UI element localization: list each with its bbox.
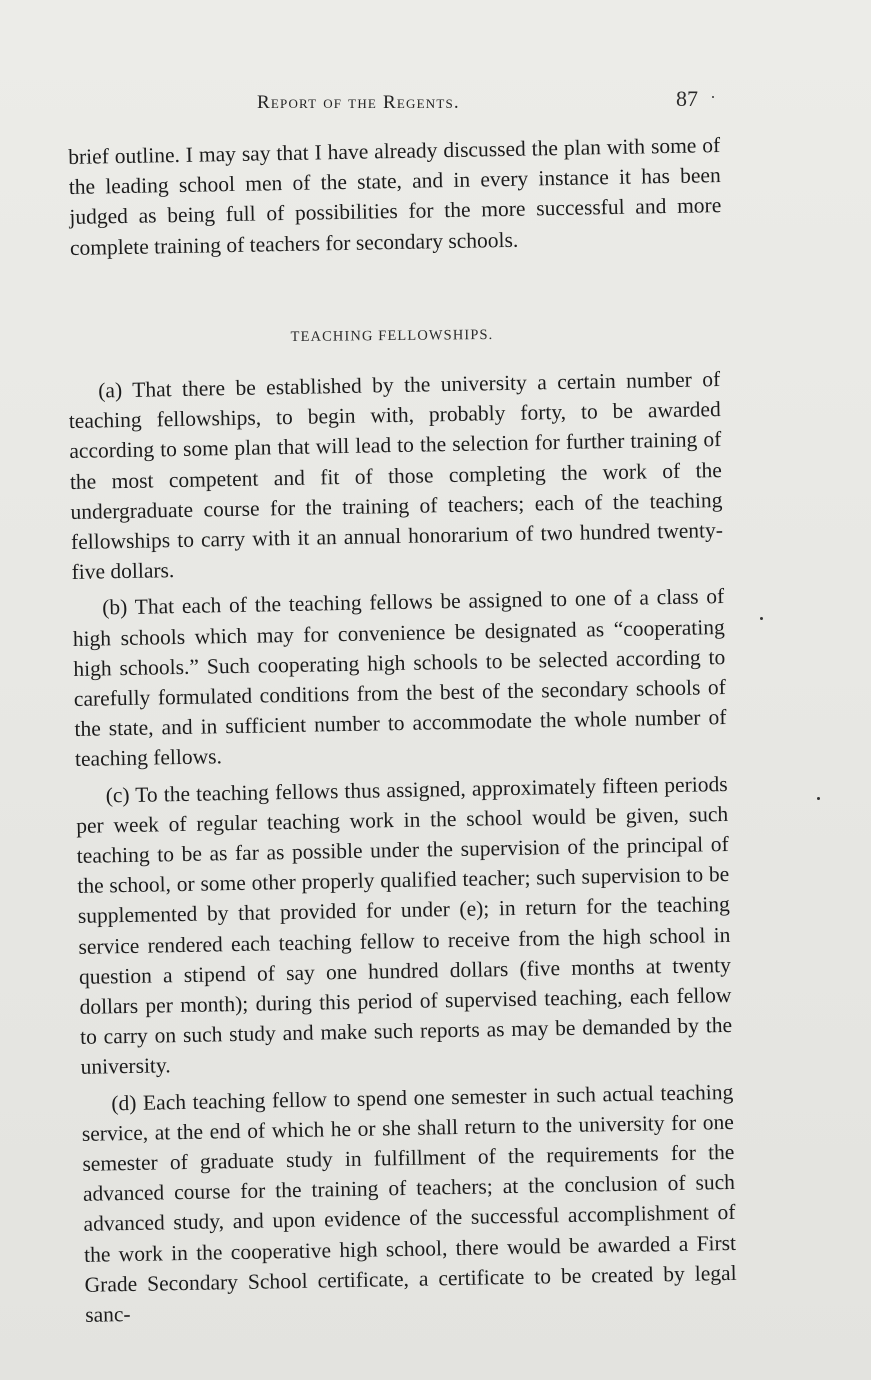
paragraph-c: (c) To the teaching fellows thus assigned, approximately fifteen periods per week of regular teaching work in the school would be given, such teaching to be as far as possible under the supervision of the principal of the school, or some other properly qualified teacher; such supervision to be supplemented by that provided for under (e); in return for the teaching service rendered each teaching fellow to receive from the high school in question a stipend of say one hundred dollars (five months at twenty dollars per month); during this period of supervised teaching, each fellow to carry on such study and make such reports as may be demanded by the university. (76, 771, 733, 1080)
section-heading: TEACHING FELLOWSHIPS. (290, 326, 494, 346)
scan-speck (817, 797, 820, 800)
paragraph-d: (d) Each teaching fellow to spend one semester in such actual teaching service, at the end of which he or she shall return to the university for one semester of graduate study in fulfillment of the requirements for the advanced course for the training of teachers; at the conclusion of such advanced study, and upon evidence of the successful accomplishment of the work in the cooperative high school, there would be awarded a First Grade Secondary School certificate, a certificate to be created by legal sanc- (81, 1079, 737, 1327)
paragraph-b: (b) That each of the teaching fellows be assigned to one of a class of high schools which may for convenience be designated as “cooperating high schools.” Such cooperating high schools to be selected according to carefully formulated conditions from the best of the secondary schools of the state, and in sufficient number to accommodate the whole number of teaching fellows. (72, 584, 727, 772)
scan-speck (760, 617, 763, 620)
scan-speck (712, 96, 714, 98)
section-body (68, 364, 737, 1336)
paragraph-a: (a) That there be established by the university a certain number of teaching fellowships, to begin with, probably forty, to be awarded according to some plan that will lead to the selection for further training of the most competent and fit of those completing the work of the undergraduate course for the training of teachers; each of the teaching fellowships to carry with it an annual honorarium of two hundred twenty-five dollars. (68, 367, 724, 585)
running-head (0, 86, 871, 126)
running-title: Report of the Regents. (257, 92, 460, 113)
intro-paragraph: brief outline. I may say that I have already discussed the plan with some of the leading school men of the state, and in every instance it has been judged as being full of possibilities for the more successful and more complete training of teachers for secondary schools. (68, 133, 722, 260)
page-number: 87 (676, 86, 698, 111)
